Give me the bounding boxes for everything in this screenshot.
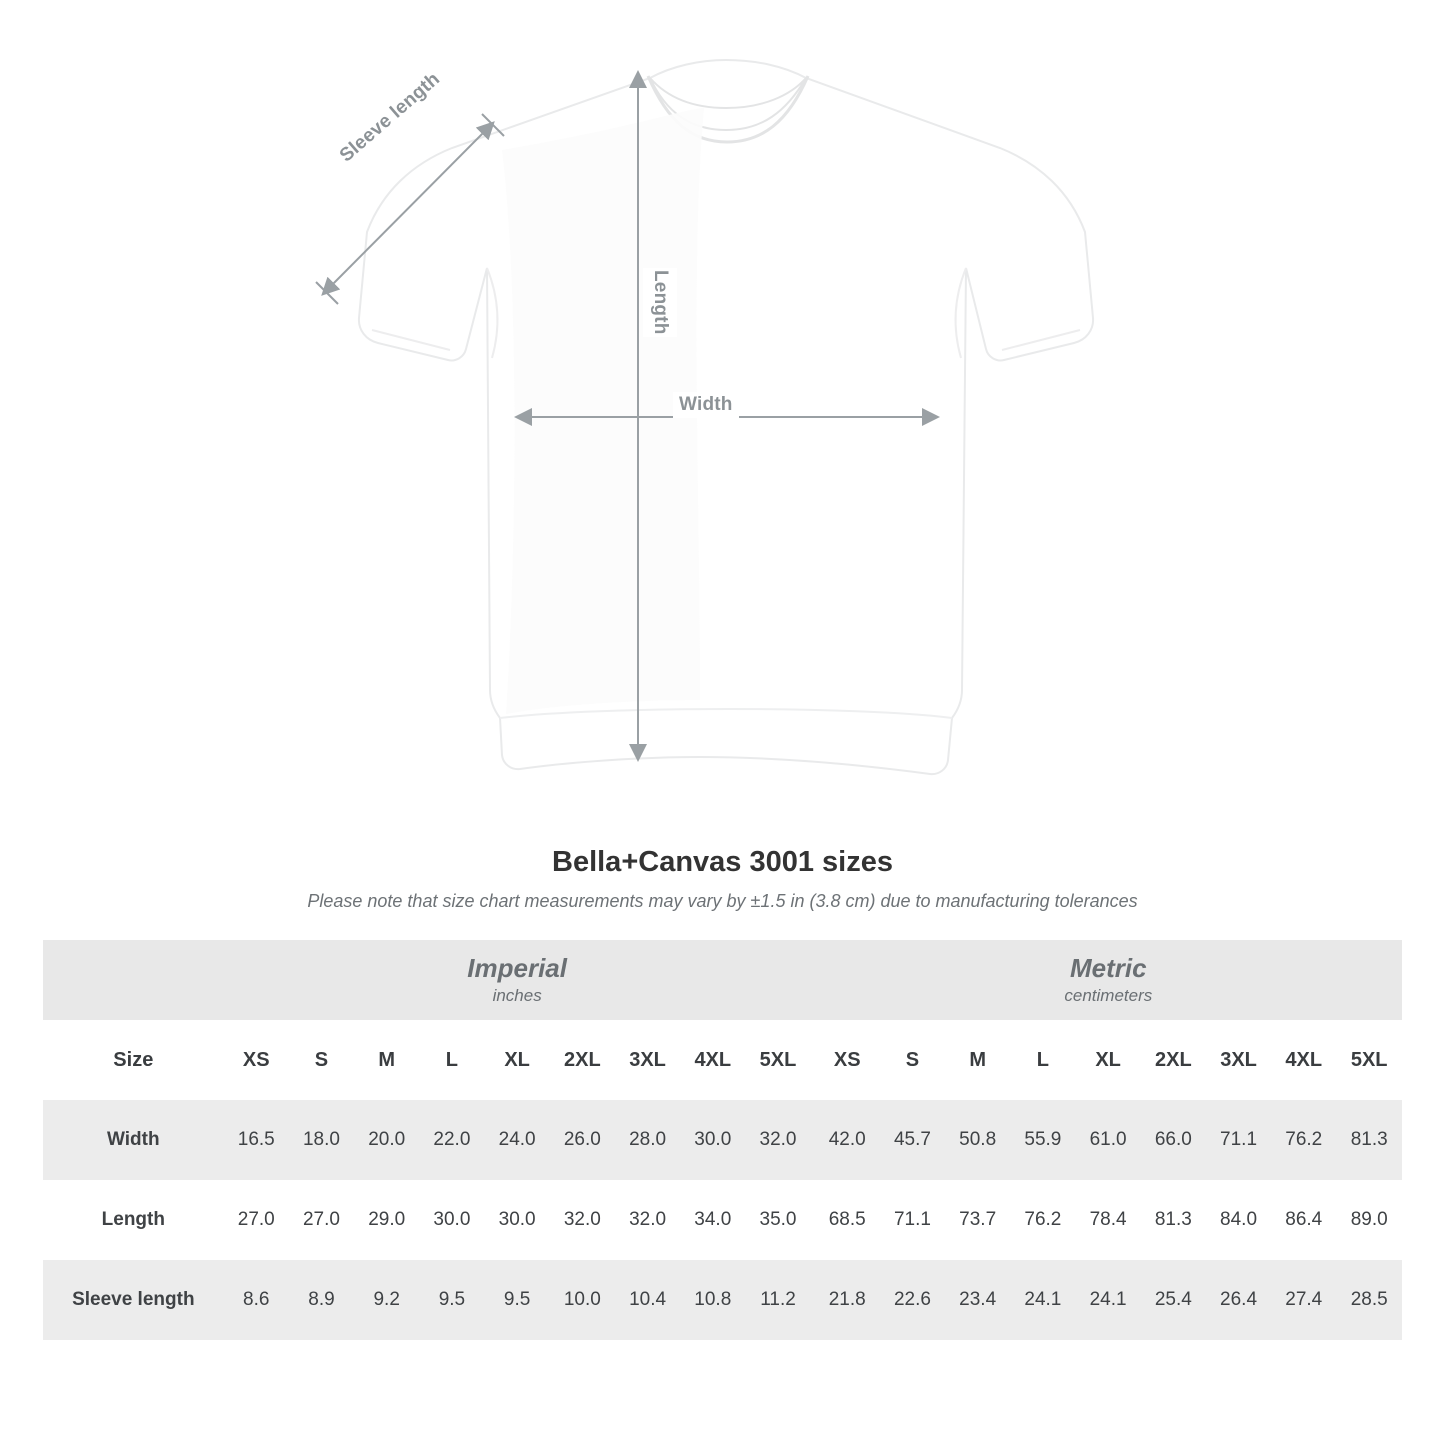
cell-value: 16.5 xyxy=(224,1100,289,1180)
cell-value: 27.0 xyxy=(224,1180,289,1260)
cell-value: 76.2 xyxy=(1010,1180,1075,1260)
size-col-header: M xyxy=(945,1020,1010,1100)
cell-value: 22.6 xyxy=(880,1260,945,1340)
cell-value: 68.5 xyxy=(815,1180,880,1260)
table-header-row xyxy=(43,1020,1402,1100)
size-col-header: XL xyxy=(1076,1020,1141,1100)
cell-value: 9.2 xyxy=(354,1260,419,1340)
row-header-size: Size xyxy=(43,1020,224,1100)
cell-value: 10.8 xyxy=(680,1260,745,1340)
cell-value: 27.0 xyxy=(289,1180,354,1260)
cell-value: 84.0 xyxy=(1206,1180,1271,1260)
unit-group-imperial-name: Imperial xyxy=(467,952,567,983)
cell-value: 71.1 xyxy=(880,1180,945,1260)
size-col-header: XL xyxy=(485,1020,550,1100)
cell-value: 30.0 xyxy=(485,1180,550,1260)
cell-value: 32.0 xyxy=(615,1180,680,1260)
cell-value: 28.0 xyxy=(615,1100,680,1180)
cell-value: 89.0 xyxy=(1336,1180,1402,1260)
cell-value: 8.9 xyxy=(289,1260,354,1340)
cell-value: 30.0 xyxy=(680,1100,745,1180)
cell-value: 45.7 xyxy=(880,1100,945,1180)
cell-value: 29.0 xyxy=(354,1180,419,1260)
size-chart-section xyxy=(0,820,1445,1340)
table-row xyxy=(43,1180,1402,1260)
unit-group-metric xyxy=(815,940,1402,1020)
cell-value: 21.8 xyxy=(815,1260,880,1340)
table-row xyxy=(43,1100,1402,1180)
size-col-header: S xyxy=(880,1020,945,1100)
size-col-header: 3XL xyxy=(615,1020,680,1100)
cell-value: 71.1 xyxy=(1206,1100,1271,1180)
cell-value: 10.4 xyxy=(615,1260,680,1340)
size-col-header: L xyxy=(1010,1020,1075,1100)
size-chart-table xyxy=(43,940,1402,1340)
unit-group-row xyxy=(43,940,1402,1020)
size-col-header: 2XL xyxy=(550,1020,615,1100)
unit-group-imperial-sub: inches xyxy=(492,986,542,1006)
cell-value: 22.0 xyxy=(419,1100,484,1180)
size-col-header: 4XL xyxy=(680,1020,745,1100)
cell-value: 32.0 xyxy=(745,1100,810,1180)
size-col-header: 5XL xyxy=(1336,1020,1402,1100)
cell-value: 23.4 xyxy=(945,1260,1010,1340)
unit-group-imperial xyxy=(224,940,811,1020)
cell-value: 66.0 xyxy=(1141,1100,1206,1180)
cell-value: 8.6 xyxy=(224,1260,289,1340)
cell-value: 35.0 xyxy=(745,1180,810,1260)
size-col-header: 5XL xyxy=(745,1020,810,1100)
unit-group-metric-name: Metric xyxy=(1070,952,1147,983)
cell-value: 30.0 xyxy=(419,1180,484,1260)
size-col-header: XS xyxy=(815,1020,880,1100)
cell-value: 55.9 xyxy=(1010,1100,1075,1180)
cell-value: 34.0 xyxy=(680,1180,745,1260)
cell-value: 86.4 xyxy=(1271,1180,1336,1260)
cell-value: 25.4 xyxy=(1141,1260,1206,1340)
cell-value: 20.0 xyxy=(354,1100,419,1180)
cell-value: 28.5 xyxy=(1336,1260,1402,1340)
size-col-header: 3XL xyxy=(1206,1020,1271,1100)
cell-value: 11.2 xyxy=(745,1260,810,1340)
size-col-header: 2XL xyxy=(1141,1020,1206,1100)
size-col-header: L xyxy=(419,1020,484,1100)
page-title: Bella+Canvas 3001 sizes xyxy=(552,846,893,878)
cell-value: 10.0 xyxy=(550,1260,615,1340)
cell-value: 18.0 xyxy=(289,1100,354,1180)
length-label: Length xyxy=(643,268,677,337)
row-label-length: Length xyxy=(43,1180,224,1260)
row-label-sleeve-length: Sleeve length xyxy=(43,1260,224,1340)
cell-value: 27.4 xyxy=(1271,1260,1336,1340)
cell-value: 61.0 xyxy=(1076,1100,1141,1180)
cell-value: 76.2 xyxy=(1271,1100,1336,1180)
size-col-header: XS xyxy=(224,1020,289,1100)
cell-value: 32.0 xyxy=(550,1180,615,1260)
size-col-header: M xyxy=(354,1020,419,1100)
size-col-header: 4XL xyxy=(1271,1020,1336,1100)
cell-value: 26.0 xyxy=(550,1100,615,1180)
unit-head-spacer xyxy=(43,940,224,1020)
unit-group-metric-sub: centimeters xyxy=(1064,986,1153,1006)
cell-value: 26.4 xyxy=(1206,1260,1271,1340)
cell-value: 24.1 xyxy=(1010,1260,1075,1340)
width-label: Width xyxy=(673,392,739,418)
cell-value: 24.1 xyxy=(1076,1260,1141,1340)
size-col-header: S xyxy=(289,1020,354,1100)
cell-value: 9.5 xyxy=(419,1260,484,1340)
cell-value: 81.3 xyxy=(1336,1100,1402,1180)
table-row xyxy=(43,1260,1402,1340)
tolerance-note: Please note that size chart measurements may vary by ±1.5 in (3.8 cm) due to manufacturing tolerances xyxy=(307,891,1138,911)
cell-value: 24.0 xyxy=(485,1100,550,1180)
cell-value: 50.8 xyxy=(945,1100,1010,1180)
cell-value: 42.0 xyxy=(815,1100,880,1180)
cell-value: 81.3 xyxy=(1141,1180,1206,1260)
cell-value: 9.5 xyxy=(485,1260,550,1340)
sleeve-length-label: Sleeve length xyxy=(330,63,451,173)
cell-value: 73.7 xyxy=(945,1180,1010,1260)
row-label-width: Width xyxy=(43,1100,224,1180)
cell-value: 78.4 xyxy=(1076,1180,1141,1260)
